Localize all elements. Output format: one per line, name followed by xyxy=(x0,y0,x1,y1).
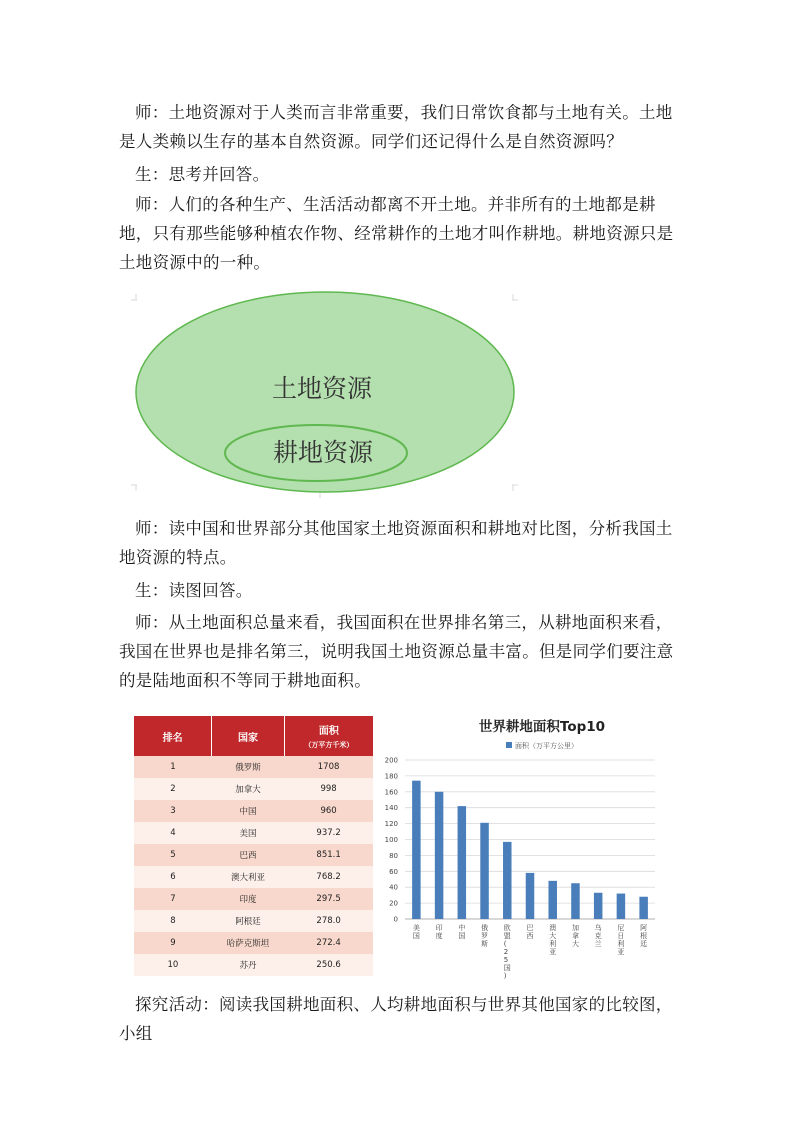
cell-area: 937.2 xyxy=(284,822,373,844)
x-tick-label: 阿根廷 xyxy=(640,924,648,948)
header-country: 国家 xyxy=(212,716,284,756)
cell-country: 加拿大 xyxy=(212,778,284,800)
y-tick-label: 160 xyxy=(384,788,398,797)
cell-area: 851.1 xyxy=(284,844,373,866)
table-row xyxy=(134,778,373,800)
cell-rank: 10 xyxy=(134,954,212,976)
x-tick-label: 印度 xyxy=(435,924,443,940)
bar-3 xyxy=(480,823,489,919)
cell-area: 297.5 xyxy=(284,888,373,910)
cell-area: 272.4 xyxy=(284,932,373,954)
cell-country: 中国 xyxy=(212,800,284,822)
y-tick-label: 120 xyxy=(384,820,398,829)
farmland-top10-chart xyxy=(375,710,665,980)
cell-country: 俄罗斯 xyxy=(212,756,284,778)
cell-area: 278.0 xyxy=(284,910,373,932)
paragraph-teacher-compare: 师：读中国和世界部分其他国家土地资源面积和耕地对比图，分析我国土地资源的特点。 xyxy=(119,519,673,567)
y-tick-label: 200 xyxy=(384,756,398,765)
y-tick-label: 20 xyxy=(389,899,398,908)
bar-0 xyxy=(412,781,421,919)
cell-country: 美国 xyxy=(212,822,284,844)
cell-area: 998 xyxy=(284,778,373,800)
chart-title: 世界耕地面积Top10 xyxy=(478,719,606,735)
x-tick-label: 巴西 xyxy=(526,924,534,940)
legend-label: 面积（万平方公里） xyxy=(515,742,578,750)
cell-country: 澳大利亚 xyxy=(212,866,284,888)
cell-country: 阿根廷 xyxy=(212,910,284,932)
venn-diagram xyxy=(130,290,520,505)
table-row xyxy=(134,910,373,932)
cell-rank: 5 xyxy=(134,844,212,866)
x-tick-label: 中国 xyxy=(458,924,466,940)
table-row xyxy=(134,888,373,910)
y-tick-label: 140 xyxy=(384,804,398,813)
cell-area: 768.2 xyxy=(284,866,373,888)
cell-rank: 2 xyxy=(134,778,212,800)
table-row xyxy=(134,954,373,976)
land-area-ranking-table xyxy=(134,716,373,976)
table-row xyxy=(134,932,373,954)
x-tick-label: 尼日利亚 xyxy=(617,924,625,956)
header-area-unit: （万平方千米） xyxy=(304,741,354,749)
table-row xyxy=(134,822,373,844)
paragraph-teacher-rank: 师：从土地面积总量来看，我国面积在世界排名第三，从耕地面积来看，我国在世界也是排名第三，说明我国土地资源总量丰富。但是同学们要注意的是陆地面积不等同于耕地面积。 xyxy=(119,613,674,690)
paragraph-student-read: 生：读图回答。 xyxy=(135,581,253,600)
table-row xyxy=(134,756,373,778)
x-tick-label: 澳大利亚 xyxy=(549,924,557,956)
x-tick-label: 欧盟( 2 5 国) xyxy=(503,924,511,980)
cell-country: 哈萨克斯坦 xyxy=(212,932,284,954)
y-tick-label: 60 xyxy=(389,867,398,876)
header-area: 面积 （万平方千米） xyxy=(284,716,373,756)
bar-4 xyxy=(503,842,512,919)
table-row xyxy=(134,800,373,822)
cell-area: 250.6 xyxy=(284,954,373,976)
table-header-row xyxy=(134,716,373,756)
y-tick-label: 80 xyxy=(389,851,398,860)
cell-area: 1708 xyxy=(284,756,373,778)
bar-2 xyxy=(458,806,467,919)
cell-rank: 4 xyxy=(134,822,212,844)
bar-1 xyxy=(435,792,444,919)
outer-label: 土地资源 xyxy=(271,374,373,403)
cell-country: 苏丹 xyxy=(212,954,284,976)
paragraph-teacher-farmland: 师：人们的各种生产、生活活动都离不开土地。并非所有的土地都是耕地，只有那些能够种植农作物、经常耕作的土地才叫作耕地。耕地资源只是土地资源中的一种。 xyxy=(119,195,674,272)
cell-country: 印度 xyxy=(212,888,284,910)
paragraph-activity: 探究活动：阅读我国耕地面积、人均耕地面积与世界其他国家的比较图，小组 xyxy=(119,995,673,1043)
y-tick-label: 0 xyxy=(393,915,398,924)
y-tick-label: 40 xyxy=(389,883,398,892)
cell-rank: 6 xyxy=(134,866,212,888)
paragraph-teacher-intro: 师：土地资源对于人类而言非常重要，我们日常饮食都与土地有关。土地是人类赖以生存的基本自然资源。同学们还记得什么是自然资源吗？ xyxy=(119,103,673,151)
chart-plot-area xyxy=(385,757,655,981)
table-row xyxy=(134,866,373,888)
x-tick-label: 乌克兰 xyxy=(594,924,602,948)
y-tick-label: 180 xyxy=(384,772,398,781)
paragraph-student-think: 生：思考并回答。 xyxy=(135,165,270,184)
cell-rank: 3 xyxy=(134,800,212,822)
bar-10 xyxy=(639,897,648,919)
bar-6 xyxy=(548,881,557,919)
table-row xyxy=(134,844,373,866)
x-tick-label: 俄罗斯 xyxy=(481,924,489,948)
cell-rank: 7 xyxy=(134,888,212,910)
inner-label: 耕地资源 xyxy=(272,438,374,467)
bar-8 xyxy=(594,893,603,919)
cell-area: 960 xyxy=(284,800,373,822)
cell-rank: 9 xyxy=(134,932,212,954)
header-rank: 排名 xyxy=(134,716,212,756)
x-tick-label: 美国 xyxy=(412,924,420,940)
y-tick-label: 100 xyxy=(384,836,398,844)
legend-swatch xyxy=(506,742,512,748)
bar-7 xyxy=(571,883,580,919)
cell-rank: 1 xyxy=(134,756,212,778)
bar-9 xyxy=(617,894,626,919)
bar-5 xyxy=(526,873,535,919)
x-tick-label: 加拿大 xyxy=(571,924,579,948)
cell-country: 巴西 xyxy=(212,844,284,866)
cell-rank: 8 xyxy=(134,910,212,932)
